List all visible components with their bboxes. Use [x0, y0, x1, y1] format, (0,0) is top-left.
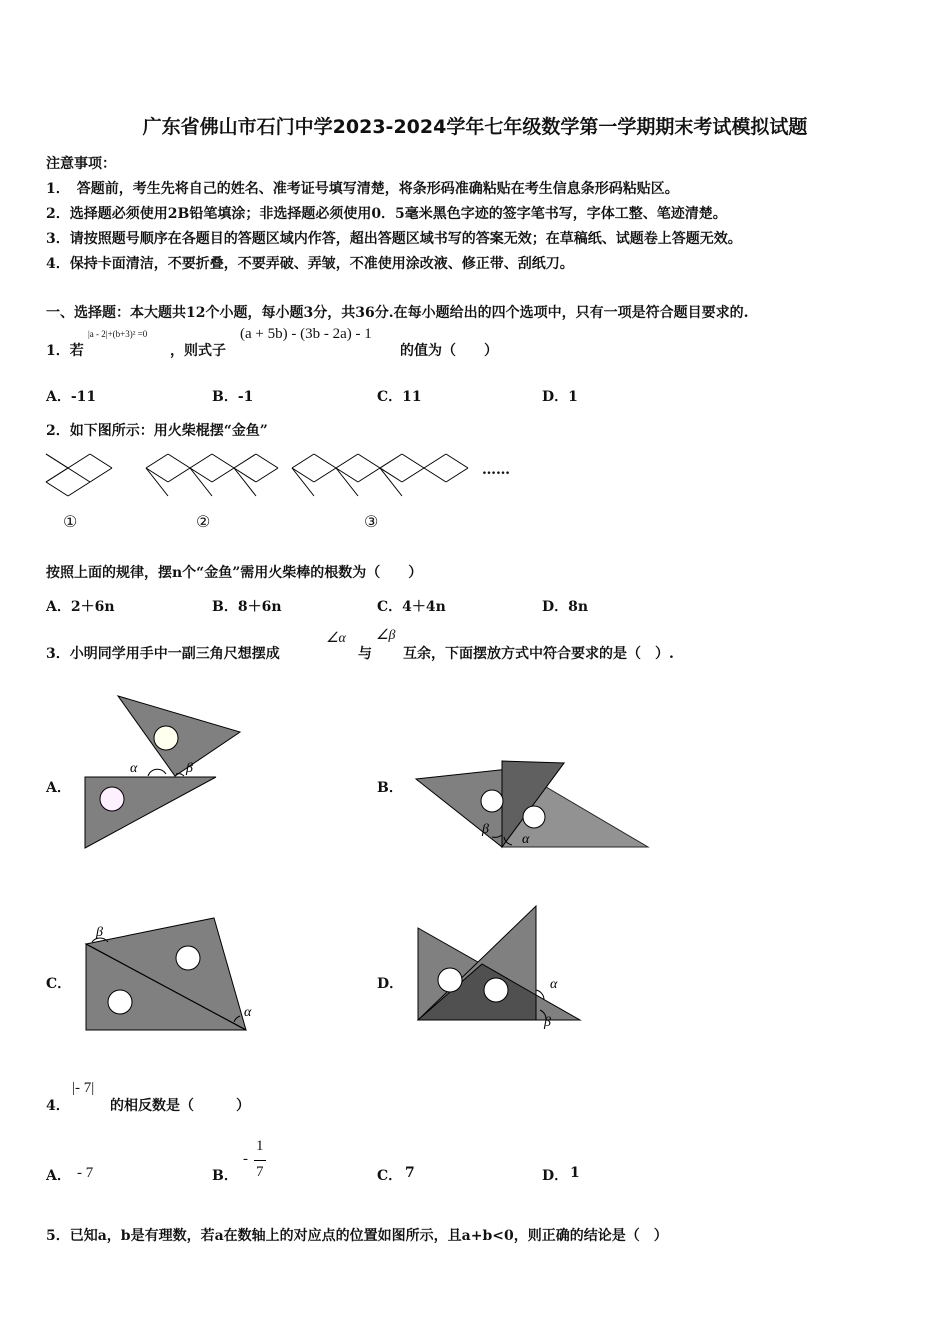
figure-b-beta: β	[482, 822, 489, 837]
q4-option-b[interactable]: B．	[212, 1168, 238, 1184]
q3-prefix: 3．小明同学用手中一副三角尺想摆成	[46, 646, 280, 662]
q3-connector: 与	[358, 646, 372, 662]
q1-option-c[interactable]: C．11	[377, 389, 422, 405]
q3-option-c[interactable]: C．	[46, 976, 72, 992]
figure-c-alpha: α	[244, 1005, 252, 1020]
q4-option-c[interactable]: C．	[377, 1168, 403, 1184]
q4-option-b-sign: -	[243, 1151, 248, 1167]
q4-option-a-value: - 7	[77, 1165, 94, 1181]
notice-item: 2．选择题必须使用2B铅笔填涂；非选择题必须使用0．5毫米黑色字迹的签字笔书写，字体工整、笔迹清楚。	[46, 206, 727, 222]
q1-prefix: 1．若	[46, 343, 84, 359]
q3-angle-beta: ∠β	[376, 628, 396, 643]
q2-option-b[interactable]: B．8＋6n	[212, 599, 282, 615]
q1-option-d[interactable]: D．1	[542, 389, 578, 405]
q4-suffix: 的相反数是（ ）	[110, 1098, 250, 1114]
figure-a-beta: β	[186, 761, 193, 776]
q4-option-d-value: 1	[570, 1165, 580, 1181]
q4-option-a[interactable]: A．	[46, 1168, 71, 1184]
notice-item: 3．请按照题号顺序在各题目的答题区域内作答，超出答题区域书写的答案无效；在草稿纸、试题卷上答题无效。	[46, 231, 742, 247]
fish-2	[146, 454, 278, 496]
q4-expression: |- 7|	[72, 1080, 95, 1096]
fish-3	[292, 454, 468, 496]
q3-suffix: 互余，下面摆放方式中符合要求的是（ ）.	[403, 646, 674, 662]
figure-d-alpha: α	[550, 977, 558, 992]
q2-label-3: ③	[364, 512, 379, 531]
notice-item: 1． 答题前，考生先将自己的姓名、准考证号填写清楚，将条形码准确粘贴在考生信息条形码粘贴区。	[46, 181, 679, 197]
q1-suffix: 的值为（ ）	[400, 343, 498, 359]
figure-b-alpha: α	[522, 832, 530, 847]
figure-a-alpha: α	[130, 761, 138, 776]
q1-option-a[interactable]: A．-11	[46, 389, 97, 405]
page-title: 广东省佛山市石门中学2023-2024学年七年级数学第一学期期末考试模拟试题	[142, 116, 808, 138]
q2-label-1: ①	[63, 512, 78, 531]
q2-ellipsis: ……	[482, 462, 510, 478]
q2-label-2: ②	[196, 512, 211, 531]
q3-option-b[interactable]: B．	[377, 780, 403, 796]
fraction-bar	[254, 1160, 266, 1161]
q1-middle: ，则式子	[170, 343, 226, 359]
matchstick-fish-figure	[40, 446, 540, 536]
notice-heading: 注意事项：	[46, 156, 116, 172]
q1-expression: (a + 5b) - (3b - 2a) - 1	[240, 326, 372, 342]
q2-option-c[interactable]: C．4＋4n	[377, 599, 446, 615]
q5-stem: 5．已知a，b是有理数，若a在数轴上的对应点的位置如图所示，且a+b<0，则正确的结论是（ ）	[46, 1228, 668, 1244]
q2-option-a[interactable]: A．2＋6n	[46, 599, 115, 615]
q2-stem: 2．如下图所示：用火柴棍摆“金鱼”	[46, 423, 268, 439]
q1-option-b[interactable]: B．-1	[212, 389, 254, 405]
q2-question: 按照上面的规律，摆n个“金鱼”需用火柴棒的根数为（ ）	[46, 565, 423, 581]
fish-1	[46, 454, 112, 496]
q4-option-c-value: 7	[405, 1165, 415, 1181]
figure-a-triangles[interactable]	[80, 690, 250, 860]
figure-d-beta: β	[544, 1015, 551, 1030]
q3-angle-alpha: ∠α	[326, 631, 346, 646]
notice-item: 4．保持卡面清洁，不要折叠，不要弄破、弄皱，不准使用涂改液、修正带、刮纸刀。	[46, 256, 574, 272]
q4-option-b-numerator: 1	[256, 1138, 264, 1154]
q3-option-a[interactable]: A．	[46, 780, 71, 796]
figure-b-triangles[interactable]	[412, 755, 652, 855]
q4-option-b-denominator: 7	[256, 1164, 264, 1180]
figure-c-triangles[interactable]	[80, 912, 270, 1037]
figure-c-beta: β	[96, 925, 103, 940]
q1-condition: |a - 2|+(b+3)² =0	[88, 329, 148, 339]
section-heading: 一、选择题：本大题共12个小题，每小题3分，共36分.在每小题给出的四个选项中，只有一项是符合题目要求的.	[46, 305, 749, 321]
q2-option-d[interactable]: D．8n	[542, 599, 589, 615]
q4-option-d[interactable]: D．	[542, 1168, 569, 1184]
q3-option-d[interactable]: D．	[377, 976, 404, 992]
figure-d-triangles[interactable]	[412, 900, 592, 1030]
q4-prefix: 4．	[46, 1098, 70, 1114]
